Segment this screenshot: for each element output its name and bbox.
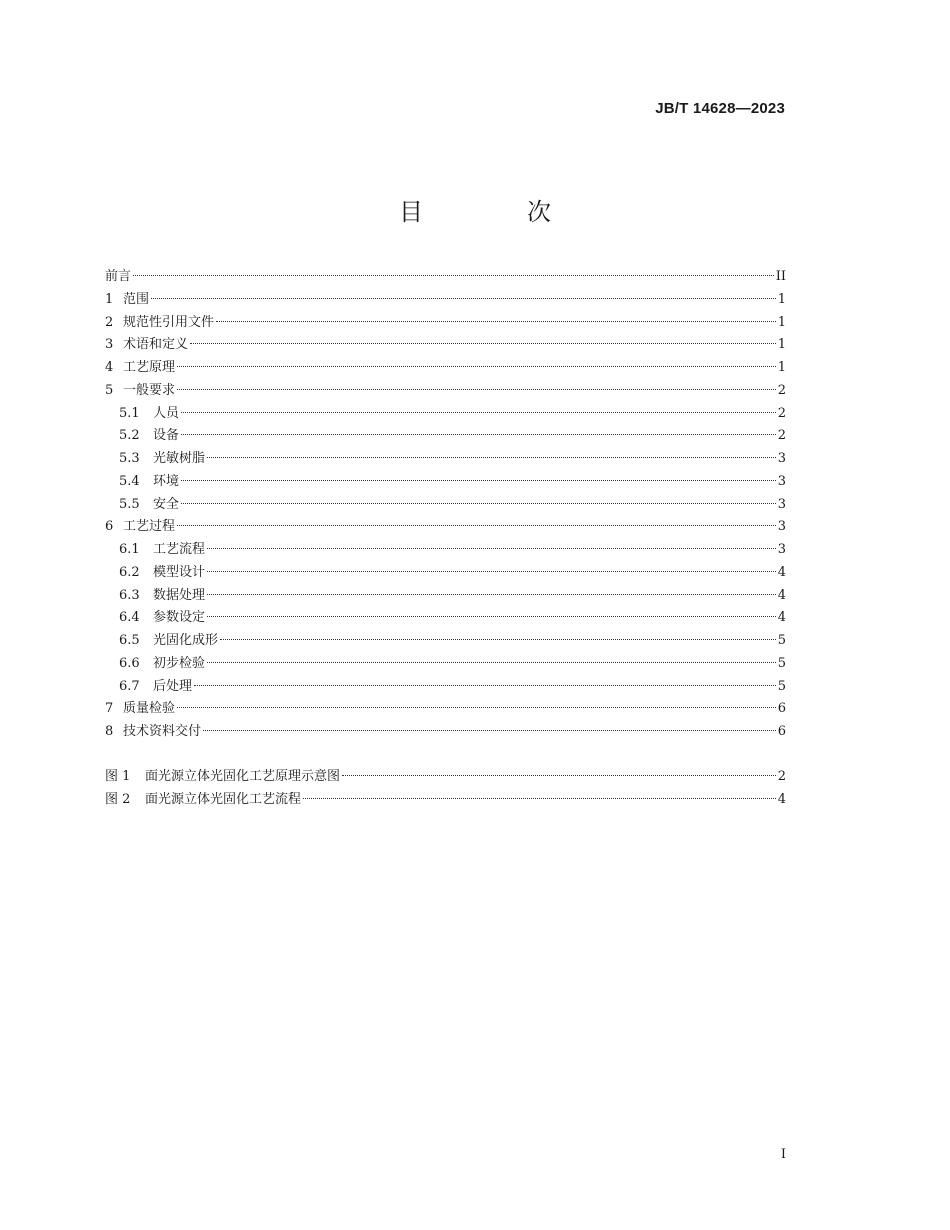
page-number: I: [780, 1147, 786, 1162]
entry-number: 2: [105, 314, 114, 330]
toc-entry[interactable]: [105, 289, 786, 312]
toc-entry[interactable]: [105, 266, 786, 289]
dot-leader: [177, 525, 776, 526]
entry-page-number: 1: [777, 291, 786, 307]
dot-leader: [207, 571, 776, 572]
toc-entry[interactable]: [105, 448, 786, 471]
toc-entry[interactable]: [105, 630, 786, 653]
entry-label: 安全: [153, 496, 180, 512]
figure-list: [105, 766, 786, 812]
dot-leader: [220, 639, 776, 640]
toc-entry[interactable]: [105, 585, 786, 608]
entry-label: 技术资料交付: [123, 724, 202, 739]
toc-entry[interactable]: [105, 676, 786, 699]
entry-number: 5.2: [119, 428, 140, 444]
entry-label: 光敏树脂: [153, 451, 206, 466]
entry-page-number: 3: [777, 542, 786, 557]
entry-label: 工艺原理: [123, 360, 176, 375]
entry-page-number: 1: [777, 314, 786, 330]
entry-number: 5.3: [119, 451, 140, 466]
entry-number: 1: [105, 291, 114, 307]
entry-number: 5.1: [119, 405, 140, 421]
toc-entry[interactable]: [105, 494, 786, 517]
entry-label: 面光源立体光固化工艺流程: [145, 791, 302, 807]
entry-number: 6.5: [119, 633, 140, 648]
dot-leader: [190, 343, 776, 344]
entry-page-number: 3: [777, 473, 786, 489]
dot-leader: [303, 798, 776, 799]
page-title: 目 次: [399, 198, 591, 226]
entry-label: 规范性引用文件: [123, 314, 215, 330]
entry-page-number: II: [775, 269, 786, 284]
entry-label: 数据处理: [153, 587, 206, 603]
entry-page-number: 3: [777, 519, 786, 535]
toc-entry[interactable]: [105, 312, 786, 335]
toc-entry[interactable]: [105, 403, 786, 426]
entry-number: 8: [105, 724, 114, 739]
entry-page-number: 2: [777, 405, 786, 421]
entry-page-number: 4: [777, 587, 786, 603]
entry-number: 4: [105, 360, 114, 375]
dot-leader: [181, 412, 776, 413]
dot-leader: [207, 616, 776, 617]
dot-leader: [194, 685, 776, 686]
toc-entry[interactable]: [105, 539, 786, 562]
toc-entry[interactable]: [105, 425, 786, 448]
entry-label: 前言: [105, 269, 132, 284]
entry-label: 一般要求: [123, 382, 176, 398]
dot-leader: [207, 594, 776, 595]
entry-label: 人员: [153, 405, 180, 421]
dot-leader: [133, 275, 774, 276]
toc-entries: [105, 266, 786, 744]
entry-label: 设备: [153, 428, 180, 444]
entry-page-number: 4: [777, 610, 786, 626]
dot-leader: [177, 707, 776, 708]
entry-label: 工艺流程: [153, 542, 206, 557]
entry-label: 后处理: [153, 678, 193, 694]
entry-label: 环境: [153, 473, 180, 489]
standard-code: JB/T 14628—2023: [655, 100, 785, 117]
dot-leader: [177, 389, 776, 390]
entry-number: 6.2: [119, 564, 140, 580]
dot-leader: [207, 457, 776, 458]
dot-leader: [203, 730, 776, 731]
entry-number: 3: [105, 337, 114, 353]
toc-entry[interactable]: [105, 471, 786, 494]
toc-entry[interactable]: [105, 357, 786, 380]
entry-number: 5: [105, 382, 114, 398]
figure-entry[interactable]: [105, 789, 786, 812]
entry-number: 5.5: [119, 496, 140, 512]
toc-entry[interactable]: [105, 721, 786, 744]
entry-number: 6: [105, 519, 114, 535]
dot-leader: [181, 503, 776, 504]
entry-page-number: 2: [777, 768, 786, 784]
entry-number: 6.4: [119, 610, 140, 626]
entry-label: 工艺过程: [123, 519, 176, 535]
toc-entry[interactable]: [105, 653, 786, 676]
dot-leader: [151, 298, 776, 299]
dot-leader: [342, 775, 776, 776]
entry-page-number: 3: [777, 451, 786, 466]
entry-label: 术语和定义: [123, 337, 189, 353]
entry-page-number: 4: [777, 564, 786, 580]
entry-page-number: 1: [777, 360, 786, 375]
entry-page-number: 6: [777, 701, 786, 717]
entry-number: 5.4: [119, 473, 140, 489]
entry-number: 7: [105, 701, 114, 717]
dot-leader: [181, 480, 776, 481]
toc-entry[interactable]: [105, 562, 786, 585]
entry-number: 6.1: [119, 542, 140, 557]
entry-page-number: 5: [777, 633, 786, 648]
entry-label: 模型设计: [153, 564, 206, 580]
entry-number: 6.7: [119, 678, 140, 694]
entry-page-number: 3: [777, 496, 786, 512]
dot-leader: [177, 366, 776, 367]
entry-number: 6.6: [119, 655, 140, 671]
entry-page-number: 5: [777, 655, 786, 671]
entry-page-number: 4: [777, 791, 786, 807]
entry-label: 参数设定: [153, 610, 206, 626]
figure-entry[interactable]: [105, 766, 786, 789]
entry-number: 图 1: [105, 768, 131, 784]
toc-entry[interactable]: [105, 516, 786, 539]
entry-number: 图 2: [105, 791, 131, 807]
toc-entry[interactable]: [105, 698, 786, 721]
dot-leader: [207, 662, 776, 663]
entry-label: 初步检验: [153, 655, 206, 671]
dot-leader: [181, 434, 776, 435]
toc-entry[interactable]: [105, 380, 786, 403]
entry-page-number: 2: [777, 382, 786, 398]
entry-label: 光固化成形: [153, 633, 219, 648]
entry-label: 范围: [123, 291, 150, 307]
toc-entry[interactable]: [105, 334, 786, 357]
entry-page-number: 5: [777, 678, 786, 694]
entry-label: 面光源立体光固化工艺原理示意图: [145, 768, 341, 784]
entry-page-number: 6: [777, 724, 786, 739]
toc-entry[interactable]: [105, 607, 786, 630]
dot-leader: [216, 321, 776, 322]
entry-number: 6.3: [119, 587, 140, 603]
entry-page-number: 2: [777, 428, 786, 444]
dot-leader: [207, 548, 776, 549]
entry-page-number: 1: [777, 337, 786, 353]
toc-gap: [105, 744, 786, 766]
entry-label: 质量检验: [123, 701, 176, 717]
table-of-contents: [105, 266, 786, 811]
